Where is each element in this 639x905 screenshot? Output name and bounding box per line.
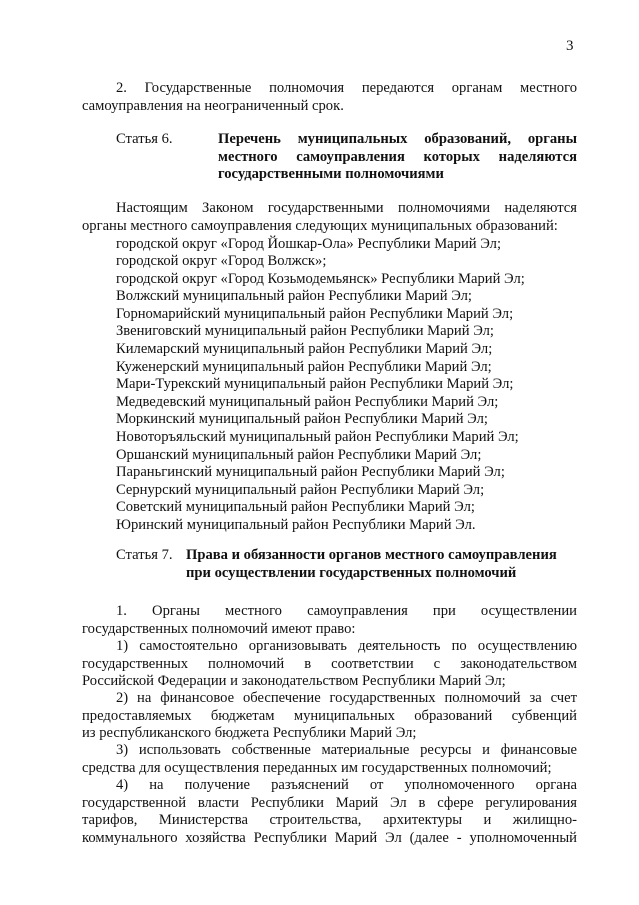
article-6-heading xyxy=(82,131,577,184)
text-line: 1) самостоятельно организовывать деятельность по осуществлению xyxy=(116,638,577,654)
text-line: самоуправления на неограниченный срок. xyxy=(82,97,344,114)
heading-line: при осуществлении государственных полномочий xyxy=(186,564,517,581)
list-item: Советский муниципальный район Республики Марий Эл; xyxy=(116,499,475,516)
article-7-paragraph-1 xyxy=(82,603,577,638)
text-line: Настоящим Законом государственными полномочиями наделяются xyxy=(116,200,577,216)
article-7-title xyxy=(186,547,577,582)
heading-line: Перечень муниципальных образований, органы xyxy=(218,131,577,147)
text-line: предоставляемых бюджетам муниципальных образований субвенций xyxy=(82,707,577,724)
list-item: городской округ «Город Козьмодемьянск» Республики Марий Эл; xyxy=(116,270,525,287)
municipalities-list xyxy=(82,236,577,535)
text-line: 3) использовать собственные материальные ресурсы и финансовые xyxy=(116,742,577,758)
text-line: 2) на финансовое обеспечение государственных полномочий за счет xyxy=(116,690,577,706)
list-item: Звениговский муниципальный район Республики Марий Эл; xyxy=(116,323,494,340)
text-line: из республиканского бюджета Республики Марий Эл; xyxy=(82,725,417,742)
text-line: государственной власти Республики Марий Эл в сфере регулирования xyxy=(82,794,577,811)
text-line: тарифов, Министерства строительства, архитектуры и жилищно- xyxy=(82,812,577,829)
text-line: государственных полномочий в соответствии с законодательством xyxy=(82,655,577,672)
text-line: 4) на получение разъяснений от уполномоченного органа xyxy=(116,777,577,793)
page-number: 3 xyxy=(566,38,574,54)
list-item: Килемарский муниципальный район Республики Марий Эл; xyxy=(116,341,493,358)
list-item: городской округ «Город Волжск»; xyxy=(116,253,327,270)
intro-paragraph xyxy=(82,200,577,235)
list-item: Моркинский муниципальный район Республики Марий Эл; xyxy=(116,411,488,428)
heading-line: Права и обязанности органов местного самоуправления xyxy=(186,547,557,563)
list-item: Мари-Турекский муниципальный район Республики Марий Эл; xyxy=(116,376,514,393)
text-line: 1. Органы местного самоуправления при осуществлении xyxy=(116,603,577,619)
article-6-label: Статья 6. xyxy=(116,131,173,147)
text-line: органы местного самоуправления следующих муниципальных образований: xyxy=(82,217,558,234)
list-item: Куженерский муниципальный район Республики Марий Эл; xyxy=(116,358,492,375)
article-7-item-4 xyxy=(82,777,577,847)
list-item: Сернурский муниципальный район Республики Марий Эл; xyxy=(116,481,485,498)
text-line: 2. Государственные полномочия передаются органам местного xyxy=(116,80,577,96)
article-7-item-1 xyxy=(82,638,577,691)
text-line: средства для осуществления переданных им государственных полномочий; xyxy=(82,759,552,776)
article-7-label: Статья 7. xyxy=(116,547,173,563)
article-7-heading xyxy=(82,547,577,582)
article-6-title xyxy=(218,131,577,184)
list-item: Волжский муниципальный район Республики Марий Эл; xyxy=(116,288,472,305)
list-item: Новоторъяльский муниципальный район Республики Марий Эл; xyxy=(116,429,519,446)
article-7-item-3 xyxy=(82,742,577,777)
list-item: Юринский муниципальный район Республики Марий Эл. xyxy=(116,517,476,533)
heading-line: государственными полномочиями xyxy=(218,166,444,183)
paragraph-2 xyxy=(82,80,577,115)
text-line: Российской Федерации и законодательством Республики Марий Эл; xyxy=(82,673,506,690)
list-item: Оршанский муниципальный район Республики Марий Эл; xyxy=(116,446,482,463)
list-item: городской округ «Город Йошкар-Ола» Республики Марий Эл; xyxy=(116,235,501,252)
list-item: Параньгинский муниципальный район Республики Марий Эл; xyxy=(116,464,505,481)
text-line: коммунального хозяйства Республики Марий Эл (далее - уполномоченный xyxy=(82,829,577,846)
article-7-item-2 xyxy=(82,690,577,743)
list-item: Медведевский муниципальный район Республики Марий Эл; xyxy=(116,393,499,410)
heading-line: местного самоуправления которых наделяются xyxy=(218,148,577,165)
list-item: Горномарийский муниципальный район Республики Марий Эл; xyxy=(116,305,514,322)
text-line: государственных полномочий имеют право: xyxy=(82,620,356,637)
